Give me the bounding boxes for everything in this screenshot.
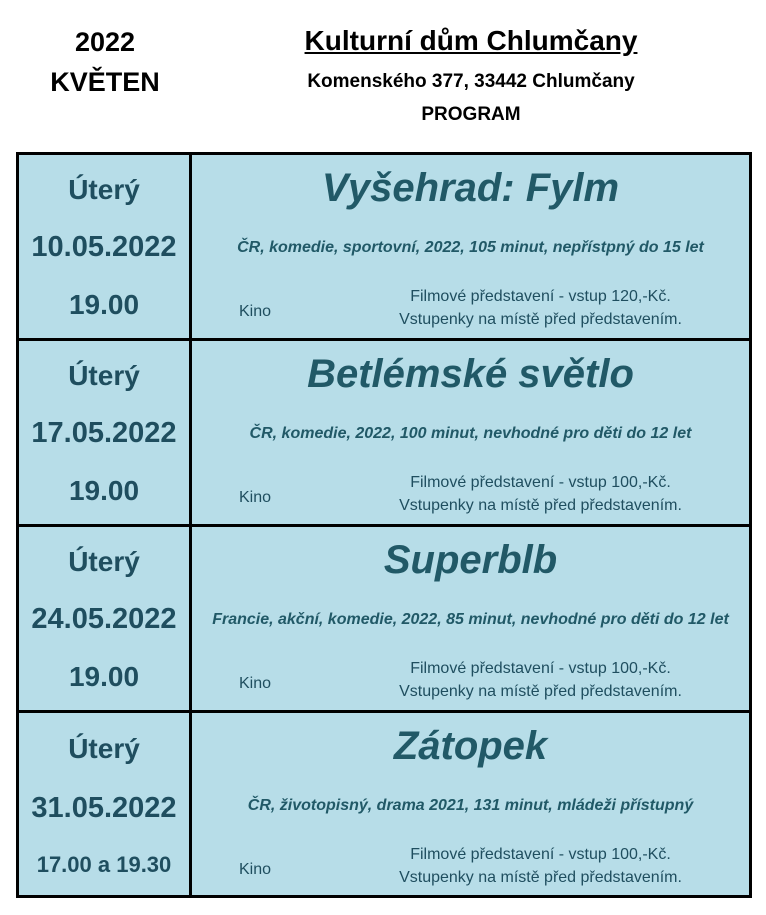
event-title: Superblb — [383, 538, 558, 582]
event-venue-type: Kino — [239, 489, 272, 506]
event-title: Vyšehrad: Fylm — [321, 166, 620, 210]
event-notes — [332, 657, 749, 703]
event-time: 19.00 — [68, 661, 140, 693]
event-time: 19.00 — [68, 289, 140, 321]
event-venue-type: Kino — [239, 675, 272, 692]
event-note-tickets: Vstupenky na místě před představením. — [399, 683, 682, 700]
event-datetime — [19, 527, 192, 710]
event-description: ČR, komedie, sportovní, 2022, 105 minut, nepřístpný do 15 let — [237, 239, 704, 256]
schedule-table — [16, 152, 752, 898]
event-row — [19, 155, 749, 341]
event-row — [19, 341, 749, 527]
header-date — [20, 22, 190, 102]
venue-address: Komenského 377, 33442 Chlumčany — [307, 71, 635, 92]
event-note-price: Filmové představení - vstup 120,-Kč. — [410, 288, 671, 305]
event-note-tickets: Vstupenky na místě před představením. — [399, 497, 682, 514]
event-note-tickets: Vstupenky na místě před představením. — [399, 311, 682, 328]
event-day: Úterý — [68, 359, 140, 391]
event-notes — [332, 471, 749, 517]
event-title: Betlémské světlo — [307, 352, 634, 396]
event-date: 24.05.2022 — [31, 602, 177, 635]
event-datetime — [19, 713, 192, 895]
header-month: KVĚTEN — [50, 67, 160, 97]
event-info — [192, 155, 749, 338]
event-row — [19, 527, 749, 713]
event-note-price: Filmové představení - vstup 100,-Kč. — [410, 846, 671, 863]
event-notes — [332, 285, 749, 331]
event-description: ČR, komedie, 2022, 100 minut, nevhodné pro děti do 12 let — [249, 425, 692, 442]
header-year: 2022 — [74, 27, 136, 57]
event-day: Úterý — [68, 173, 140, 205]
event-info — [192, 527, 749, 710]
header-venue — [192, 20, 750, 127]
event-notes — [332, 843, 749, 889]
event-time: 19.00 — [68, 475, 140, 507]
event-info — [192, 713, 749, 895]
event-note-price: Filmové představení - vstup 100,-Kč. — [410, 474, 671, 491]
event-row — [19, 713, 749, 895]
event-title: Zátopek — [393, 724, 548, 768]
event-venue-type: Kino — [239, 861, 272, 878]
venue-title: Kulturní dům Chlumčany — [304, 25, 638, 56]
program-label: PROGRAM — [421, 104, 521, 125]
event-date: 31.05.2022 — [31, 791, 177, 824]
event-venue-type: Kino — [239, 303, 272, 320]
event-datetime — [19, 155, 192, 338]
event-day: Úterý — [68, 732, 140, 764]
event-date: 17.05.2022 — [31, 416, 177, 449]
event-date: 10.05.2022 — [31, 230, 177, 263]
event-description: Francie, akční, komedie, 2022, 85 minut, nevhodné pro děti do 12 let — [212, 611, 729, 628]
event-info — [192, 341, 749, 524]
event-note-price: Filmové představení - vstup 100,-Kč. — [410, 660, 671, 677]
event-note-tickets: Vstupenky na místě před představením. — [399, 869, 682, 886]
event-time: 17.00 a 19.30 — [36, 851, 172, 877]
event-datetime — [19, 341, 192, 524]
event-description: ČR, životopisný, drama 2021, 131 minut, mládeži přístupný — [247, 797, 694, 814]
event-day: Úterý — [68, 545, 140, 577]
